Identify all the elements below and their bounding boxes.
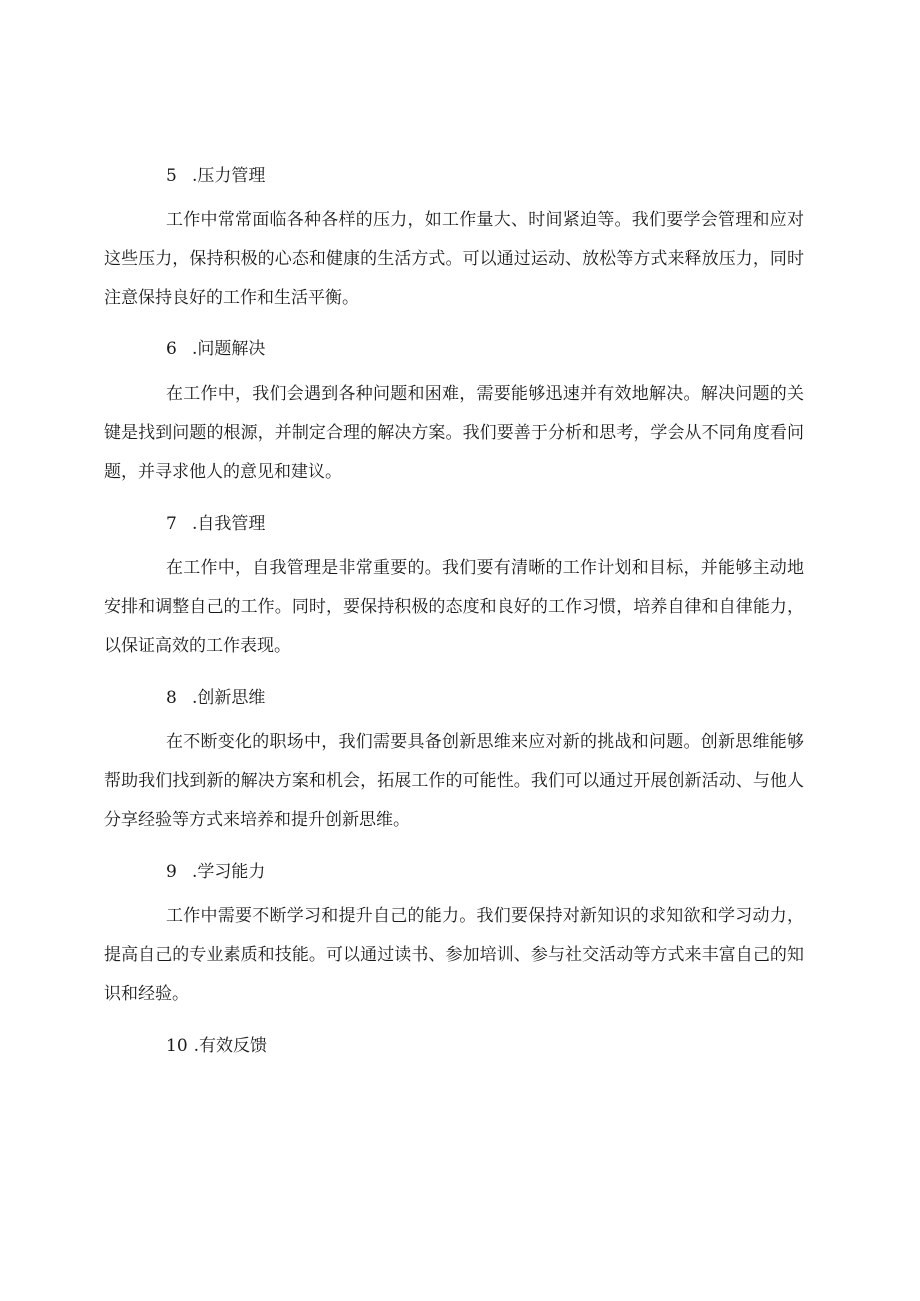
section-body-6: 在工作中，我们会遇到各种问题和困难，需要能够迅速并有效地解决。解决问题的关键是找到问题的根源，并制定合理的解决方案。我们要善于分析和思考，学会从不同角度看问题，并寻求他人的意见和建议。: [104, 384, 804, 482]
section-number: 9: [166, 862, 177, 882]
section-number: 10: [166, 1036, 188, 1056]
section-number: 7: [166, 514, 177, 534]
section-title: .有效反馈: [193, 1036, 268, 1056]
section-body-5: 工作中常常面临各种各样的压力，如工作量大、时间紧迫等。我们要学会管理和应对这些压力，保持积极的心态和健康的生活方式。可以通过运动、放松等方式来释放压力，同时注意保持良好的工作和生活平衡。: [104, 210, 804, 308]
section-number: 5: [166, 166, 177, 186]
section-title: .压力管理: [192, 166, 266, 186]
section-heading-9: [166, 860, 265, 884]
section-heading-5: [166, 164, 265, 188]
section-heading-10: [166, 1034, 267, 1058]
section-body-8: 在不断变化的职场中，我们需要具备创新思维来应对新的挑战和问题。创新思维能够帮助我们找到新的解决方案和机会，拓展工作的可能性。我们可以通过开展创新活动、与他人分享经验等方式来培养和提升创新思维。: [104, 732, 804, 830]
section-heading-8: [166, 686, 265, 710]
section-title: .学习能力: [192, 862, 266, 882]
section-heading-6: [166, 337, 265, 361]
section-heading-7: [166, 512, 265, 536]
section-number: 6: [166, 339, 177, 359]
section-number: 8: [166, 688, 177, 708]
section-body-7: 在工作中，自我管理是非常重要的。我们要有清晰的工作计划和目标，并能够主动地安排和调整自己的工作。同时，要保持积极的态度和良好的工作习惯，培养自律和自律能力，以保证高效的工作表现。: [104, 558, 804, 656]
section-title: .问题解决: [192, 339, 266, 359]
section-title: .自我管理: [192, 514, 266, 534]
section-title: .创新思维: [192, 688, 266, 708]
section-body-9: 工作中需要不断学习和提升自己的能力。我们要保持对新知识的求知欲和学习动力，提高自己的专业素质和技能。可以通过读书、参加培训、参与社交活动等方式来丰富自己的知识和经验。: [104, 906, 804, 1004]
